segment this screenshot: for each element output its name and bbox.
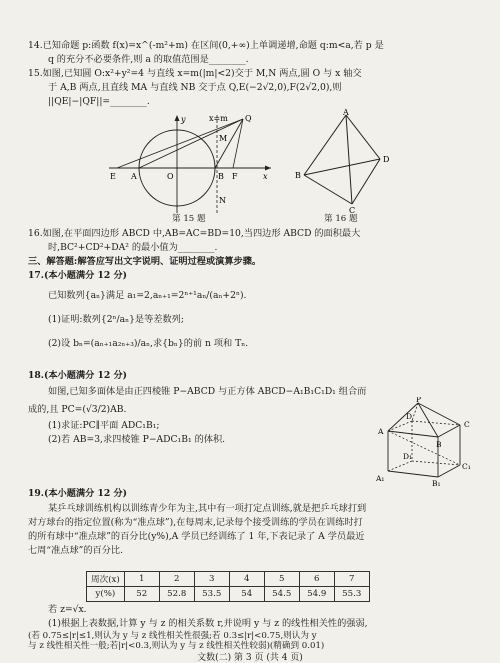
fig16-D-label: D — [383, 155, 390, 164]
table-row-values — [87, 587, 370, 602]
figure-15 — [105, 111, 275, 216]
table-cell: 52.8 — [159, 587, 194, 602]
q19-after-2: (1)根据上表数据,计算 y 与 z 的相关系数 r,并说明 y 与 z 的线性相关性的强弱, — [48, 618, 368, 629]
q19-data-table — [86, 571, 370, 602]
fig18-B-label: B — [436, 440, 442, 449]
fig15-F-label: F — [232, 172, 238, 181]
fig16-caption: 第 16 题 — [324, 214, 358, 224]
fig15-x-label: x — [263, 172, 268, 181]
fig18-C-label: C — [464, 420, 470, 429]
table-cell: 52 — [124, 587, 159, 602]
q18-title: 18.(本小题满分 12 分) — [28, 370, 127, 381]
table-header-values: y(%) — [87, 587, 125, 602]
q15-line-3: ||QE|−|QF||=________. — [48, 96, 150, 107]
q17-line-3: (2)设 bₙ=(aₙ₊₁a₂ₙ₊₃)/aₙ,求{bₙ}的前 n 项和 Tₙ. — [48, 338, 249, 349]
section-3-heading: 三、解答题:解答应写出文字说明、证明过程或演算步骤。 — [28, 256, 262, 267]
fig18-P-label: P — [416, 397, 422, 404]
fig15-B-label: B — [218, 172, 224, 181]
fig15-xm-label: x=m — [209, 114, 228, 123]
q18-line-4: (2)若 AB=3,求四棱锥 P−ADC₁B₁ 的体积. — [48, 434, 226, 445]
q19-title: 19.(本小题满分 12 分) — [28, 488, 127, 499]
page-footer: 文数(二) 第 3 页 (共 4 页) — [197, 653, 303, 663]
table-cell: 54.9 — [299, 587, 334, 602]
figure-18 — [376, 397, 480, 487]
fig15-O-label: O — [167, 172, 174, 181]
q16-line-1: 16.如图,在平面四边形 ABCD 中,AB=AC=BD=10,当四边形 ABCD 的面积最大 — [28, 228, 361, 239]
fig15-y-label: y — [181, 115, 186, 124]
table-cell: 54 — [229, 587, 264, 602]
q18-line-3: (1)求证:PC∥平面 ADC₁B₁; — [48, 420, 160, 431]
q17-line-2: (1)证明:数列{2ⁿ/aₙ}是等差数列; — [48, 314, 184, 325]
q17-line-1: 已知数列{aₙ}满足 a₁=2,aₙ₊₁=2ⁿ⁺¹aₙ/(aₙ+2ⁿ). — [48, 290, 247, 301]
figure-16 — [292, 109, 402, 214]
q14-line-1: 14.已知命题 p:函数 f(x)=x^(-m²+m) 在区间(0,+∞)上单调递增,命题 q:m<a,若 p 是 — [28, 40, 384, 51]
q19-line-4: 七周“准点球”的百分比. — [28, 545, 124, 556]
fig16-C-label: C — [349, 206, 356, 214]
fig18-B1-label: B₁ — [432, 479, 441, 487]
fig15-Q-label: Q — [245, 114, 252, 123]
fig18-D1-label: D₁ — [403, 452, 413, 461]
table-cell: 54.5 — [264, 587, 299, 602]
fig18-A1-label: A₁ — [376, 474, 385, 483]
table-cell: 2 — [159, 572, 194, 587]
fig18-A-label: A — [378, 427, 384, 436]
q14-line-2: q 的充分不必要条件,则 a 的取值范围是________. — [48, 54, 249, 65]
fig18-C1-label: C₁ — [462, 462, 471, 471]
table-cell: 3 — [194, 572, 229, 587]
table-cell: 6 — [299, 572, 334, 587]
q17-title: 17.(本小题满分 12 分) — [28, 270, 127, 281]
q16-line-2: 时,BC²+CD²+DA² 的最小值为________. — [48, 242, 218, 253]
q18-line-1: 如图,已知多面体是由正四棱锥 P−ABCD 与正方体 ABCD−A₁B₁C₁D₁ 组合而 — [48, 386, 367, 397]
q18-line-2: 成的,且 PC=(√3/2)AB. — [28, 404, 127, 415]
table-cell: 55.3 — [334, 587, 369, 602]
fig15-M-label: M — [219, 134, 228, 143]
fig15-E-label: E — [110, 172, 116, 181]
table-cell: 4 — [229, 572, 264, 587]
fig15-caption: 第 15 题 — [172, 214, 206, 224]
q19-after-4: 与 z 线性相关性一般;若|r|<0.3,则认为 y 与 z 线性相关性较弱)(精确到 0.01) — [28, 641, 325, 651]
q19-after-1: 若 z=√x. — [48, 604, 87, 615]
q19-line-2: 对方球台的指定位置(称为“准点球”),在每周末,记录每个接受训练的学员在训练时打 — [28, 517, 363, 528]
table-cell: 7 — [334, 572, 369, 587]
q19-line-3: 的所有球中“准点球”的百分比(y%),A 学员已经训练了 1 年,下表记录了 A 学员最近 — [28, 531, 365, 542]
fig16-A-label: A — [343, 109, 349, 117]
q15-line-2: 于 A,B 两点,且直线 MA 与直线 NB 交于点 Q,E(−2√2,0),F(2√2,0),则 — [48, 82, 342, 93]
table-header-weeks: 周次(x) — [87, 572, 125, 587]
table-cell: 1 — [124, 572, 159, 587]
table-cell: 5 — [264, 572, 299, 587]
fig16-B-label: B — [295, 171, 301, 180]
fig15-N-label: N — [219, 196, 226, 205]
q19-after-3: (若 0.75≤|r|≤1,则认为 y 与 z 线性相关性很强;若 0.3≤|r|<0.75,则认为 y — [28, 631, 317, 641]
q19-line-1: 某乒乓球训练机构以训练青少年为主,其中有一项打定点训练,就是把乒乓球打到 — [48, 503, 367, 514]
q15-line-1: 15.如图,已知圆 O:x²+y²=4 与直线 x=m(|m|<2)交于 M,N 两点,圆 O 与 x 轴交 — [28, 68, 362, 79]
fig18-D-label: D — [406, 412, 413, 421]
fig15-A-label: A — [131, 172, 137, 181]
table-cell: 53.5 — [194, 587, 229, 602]
table-row-weeks — [87, 572, 370, 587]
